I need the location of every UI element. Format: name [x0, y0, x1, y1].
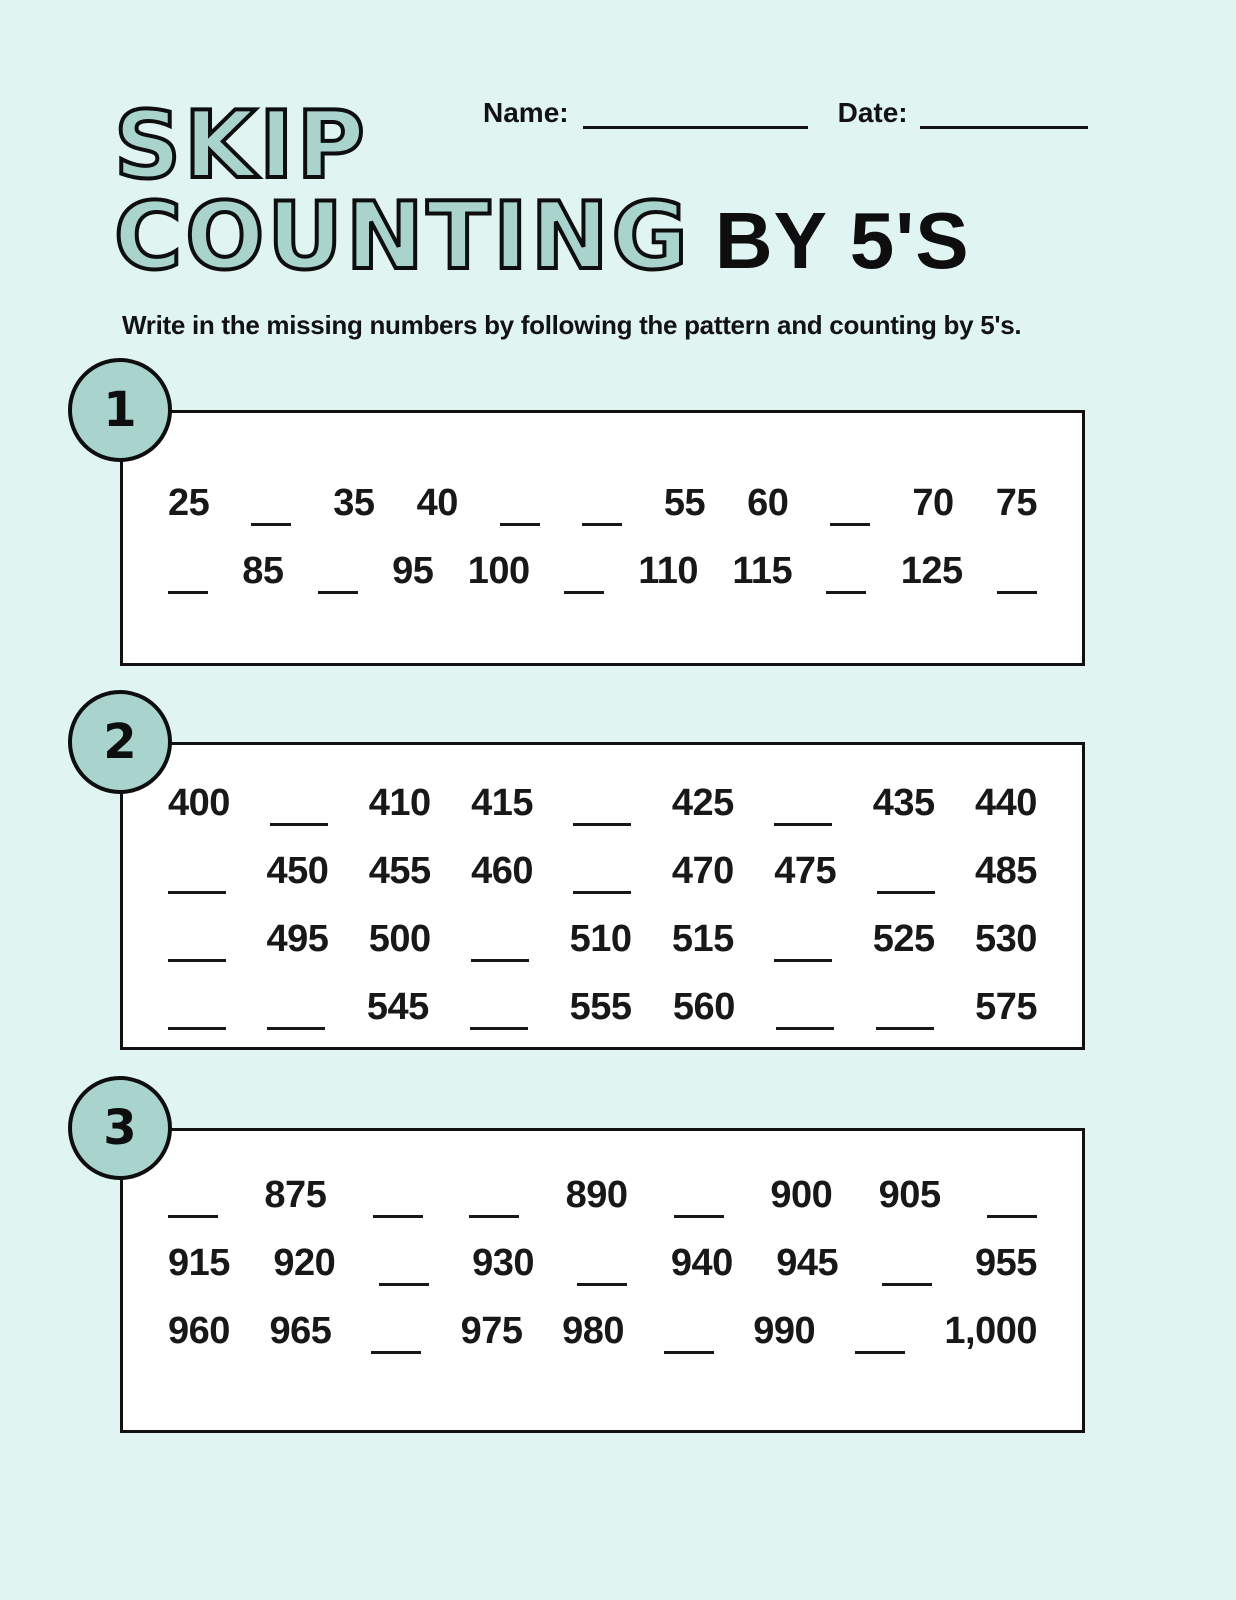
number-cell: 475 — [774, 850, 837, 892]
answer-blank[interactable] — [251, 523, 291, 526]
answer-blank[interactable] — [470, 1027, 528, 1030]
answer-blank[interactable] — [270, 823, 328, 826]
number-cell: 530 — [975, 918, 1037, 960]
number-cell: 560 — [672, 986, 735, 1028]
answer-blank[interactable] — [471, 959, 529, 962]
title-line-1 — [114, 91, 970, 199]
answer-blank[interactable] — [371, 1351, 421, 1354]
number-cell: 920 — [273, 1242, 336, 1284]
number-row — [123, 1229, 1082, 1297]
number-row — [123, 973, 1082, 1041]
answer-blank[interactable] — [500, 523, 540, 526]
number-cell: 955 — [975, 1242, 1037, 1284]
number-row — [123, 769, 1082, 837]
number-cell: 110 — [638, 550, 699, 592]
answer-blank[interactable] — [582, 523, 622, 526]
number-cell: 900 — [770, 1174, 833, 1216]
number-cell: 990 — [753, 1310, 816, 1352]
problem-number: 3 — [103, 1100, 137, 1156]
answer-blank[interactable] — [774, 959, 832, 962]
answer-blank[interactable] — [168, 1027, 226, 1030]
number-row — [123, 905, 1082, 973]
number-row — [123, 1161, 1082, 1229]
answer-blank[interactable] — [168, 891, 226, 894]
number-cell: 915 — [168, 1242, 230, 1284]
number-cell: 945 — [776, 1242, 839, 1284]
number-cell: 435 — [872, 782, 935, 824]
number-cell: 980 — [562, 1310, 625, 1352]
answer-blank[interactable] — [168, 591, 208, 594]
answer-blank[interactable] — [573, 891, 631, 894]
answer-blank[interactable] — [877, 891, 935, 894]
answer-blank[interactable] — [830, 523, 870, 526]
number-cell: 485 — [975, 850, 1037, 892]
answer-blank[interactable] — [168, 1215, 218, 1218]
number-cell: 545 — [366, 986, 429, 1028]
date-label: Date: — [837, 97, 908, 128]
number-cell: 70 — [912, 482, 954, 524]
number-cell: 400 — [168, 782, 230, 824]
problem-section-2 — [103, 714, 1085, 1050]
title-skip: SKIP — [114, 91, 368, 199]
answer-blank[interactable] — [469, 1215, 519, 1218]
number-cell: 940 — [670, 1242, 733, 1284]
number-cell: 975 — [460, 1310, 523, 1352]
answer-blank[interactable] — [664, 1351, 714, 1354]
number-cell: 115 — [732, 550, 793, 592]
answer-blank[interactable] — [267, 1027, 325, 1030]
number-cell: 495 — [266, 918, 329, 960]
number-cell: 60 — [747, 482, 789, 524]
title-counting: COUNTING — [114, 182, 691, 290]
number-cell: 35 — [333, 482, 375, 524]
number-cell: 415 — [471, 782, 534, 824]
number-cell: 455 — [368, 850, 431, 892]
answer-blank[interactable] — [774, 823, 832, 826]
problem-number-badge — [68, 1076, 172, 1180]
answer-blank[interactable] — [577, 1283, 627, 1286]
number-cell: 40 — [416, 482, 458, 524]
number-cell: 470 — [671, 850, 734, 892]
answer-blank[interactable] — [776, 1027, 834, 1030]
number-cell: 555 — [569, 986, 632, 1028]
number-cell: 875 — [264, 1174, 327, 1216]
name-label: Name: — [483, 97, 569, 128]
number-cell: 500 — [368, 918, 431, 960]
answer-blank[interactable] — [168, 959, 226, 962]
number-row — [123, 469, 1082, 537]
answer-blank[interactable] — [987, 1215, 1037, 1218]
number-cell: 450 — [266, 850, 329, 892]
number-cell: 410 — [368, 782, 431, 824]
answer-blank[interactable] — [564, 591, 604, 594]
answer-blank[interactable] — [373, 1215, 423, 1218]
number-cell: 55 — [663, 482, 706, 524]
number-cell: 440 — [975, 782, 1037, 824]
title-by-5s: BY 5'S — [714, 196, 970, 285]
problem-number: 1 — [103, 382, 137, 438]
problem-section-3 — [103, 1100, 1085, 1433]
number-cell: 905 — [878, 1174, 941, 1216]
instructions-text: Write in the missing numbers by following the pattern and counting by 5's. — [122, 310, 1022, 340]
answer-blank[interactable] — [855, 1351, 905, 1354]
number-cell: 510 — [569, 918, 632, 960]
number-cell: 125 — [900, 550, 963, 592]
answer-blank[interactable] — [882, 1283, 932, 1286]
answer-blank[interactable] — [826, 591, 866, 594]
answer-blank[interactable] — [674, 1215, 724, 1218]
number-cell: 100 — [467, 550, 530, 592]
number-row — [123, 837, 1082, 905]
title-line-2 — [114, 182, 970, 290]
number-cell: 960 — [168, 1310, 230, 1352]
number-cell: 965 — [269, 1310, 332, 1352]
number-cell: 460 — [471, 850, 534, 892]
answer-blank[interactable] — [573, 823, 631, 826]
number-cell: 425 — [671, 782, 734, 824]
answer-blank[interactable] — [318, 591, 358, 594]
number-cell: 1,000 — [944, 1310, 1037, 1352]
number-cell: 75 — [995, 482, 1037, 524]
problem-number: 2 — [103, 714, 137, 770]
problem-box — [120, 742, 1085, 1050]
number-row — [123, 1297, 1082, 1365]
problem-box — [120, 1128, 1085, 1433]
problem-box — [120, 410, 1085, 666]
number-cell: 95 — [392, 550, 434, 592]
number-cell: 85 — [242, 550, 284, 592]
answer-blank[interactable] — [876, 1027, 934, 1030]
answer-blank[interactable] — [997, 591, 1037, 594]
answer-blank[interactable] — [379, 1283, 429, 1286]
number-cell: 575 — [975, 986, 1037, 1028]
problem-section-1 — [103, 382, 1085, 666]
worksheet-title — [114, 91, 970, 290]
problem-number-badge — [68, 690, 172, 794]
number-row — [123, 537, 1082, 605]
problem-number-badge — [68, 358, 172, 462]
number-cell: 515 — [671, 918, 734, 960]
number-cell: 25 — [168, 482, 210, 524]
number-cell: 525 — [872, 918, 935, 960]
number-cell: 890 — [565, 1174, 628, 1216]
number-cell: 930 — [472, 1242, 535, 1284]
